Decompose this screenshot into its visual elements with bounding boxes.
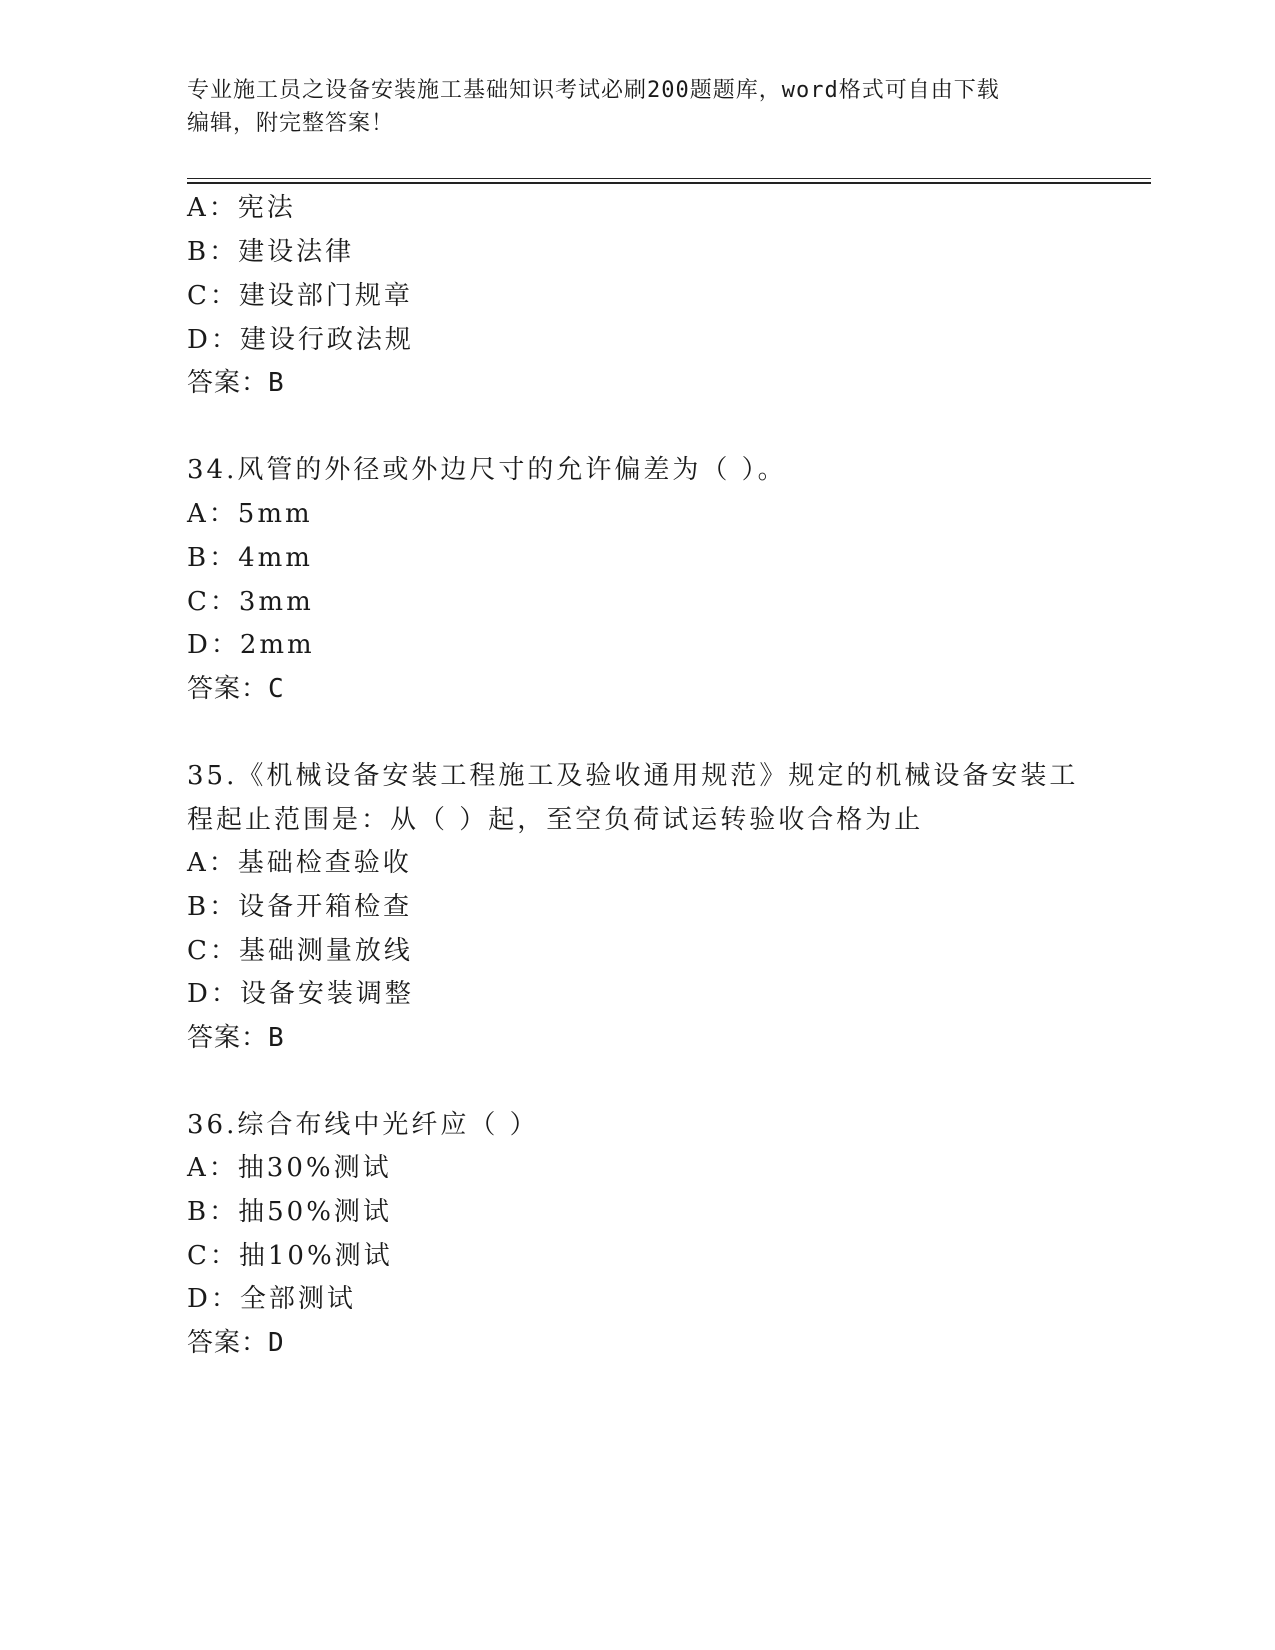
q35-option-c: C：基础测量放线 bbox=[187, 936, 413, 966]
q36-question: 36.综合布线中光纤应（ ） bbox=[187, 1110, 539, 1140]
header-divider-thick bbox=[187, 182, 1151, 184]
answer-value: B bbox=[268, 368, 285, 398]
q36-option-a: A：抽30%测试 bbox=[187, 1153, 392, 1183]
answer-value: B bbox=[268, 1023, 285, 1053]
q34-option-a: A：5mm bbox=[187, 499, 313, 529]
q36-option-c: C：抽10%测试 bbox=[187, 1241, 393, 1271]
q33-option-a: A：宪法 bbox=[187, 193, 296, 223]
q33-option-b: B：建设法律 bbox=[187, 237, 355, 267]
document-header bbox=[187, 74, 1067, 140]
q33-answer bbox=[187, 366, 285, 400]
q35-option-b: B：设备开箱检查 bbox=[187, 892, 413, 922]
answer-label: 答案： bbox=[187, 674, 269, 704]
q34-option-b: B：4mm bbox=[187, 543, 313, 573]
q35-option-a: A：基础检查验收 bbox=[187, 848, 412, 878]
q33-option-c: C：建设部门规章 bbox=[187, 281, 413, 311]
q34-answer bbox=[187, 672, 285, 706]
header-divider-thin bbox=[187, 178, 1151, 179]
q35-question-line-2: 程起止范围是：从（ ）起，至空负荷试运转验收合格为止 bbox=[187, 805, 924, 835]
answer-label: 答案： bbox=[187, 1328, 269, 1358]
q35-question-line-1: 35.《机械设备安装工程施工及验收通用规范》规定的机械设备安装工 bbox=[187, 761, 1079, 791]
answer-label: 答案： bbox=[187, 1023, 269, 1053]
header-line-1: 专业施工员之设备安装施工基础知识考试必刷200题题库，word格式可自由下载 bbox=[187, 78, 1000, 103]
q36-option-d: D：全部测试 bbox=[187, 1284, 356, 1314]
answer-label: 答案： bbox=[187, 368, 269, 398]
q35-option-d: D：设备安装调整 bbox=[187, 979, 414, 1009]
q35-answer bbox=[187, 1021, 285, 1055]
q36-answer bbox=[187, 1326, 285, 1360]
answer-value: C bbox=[268, 674, 285, 704]
header-line-2: 编辑，附完整答案！ bbox=[187, 111, 395, 136]
q34-question: 34.风管的外径或外边尺寸的允许偏差为（ ）。 bbox=[187, 455, 787, 485]
q34-option-c: C：3mm bbox=[187, 587, 314, 617]
q36-option-b: B：抽50%测试 bbox=[187, 1197, 392, 1227]
q33-option-d: D：建设行政法规 bbox=[187, 325, 414, 355]
answer-value: D bbox=[268, 1328, 285, 1358]
q34-option-d: D：2mm bbox=[187, 630, 315, 660]
